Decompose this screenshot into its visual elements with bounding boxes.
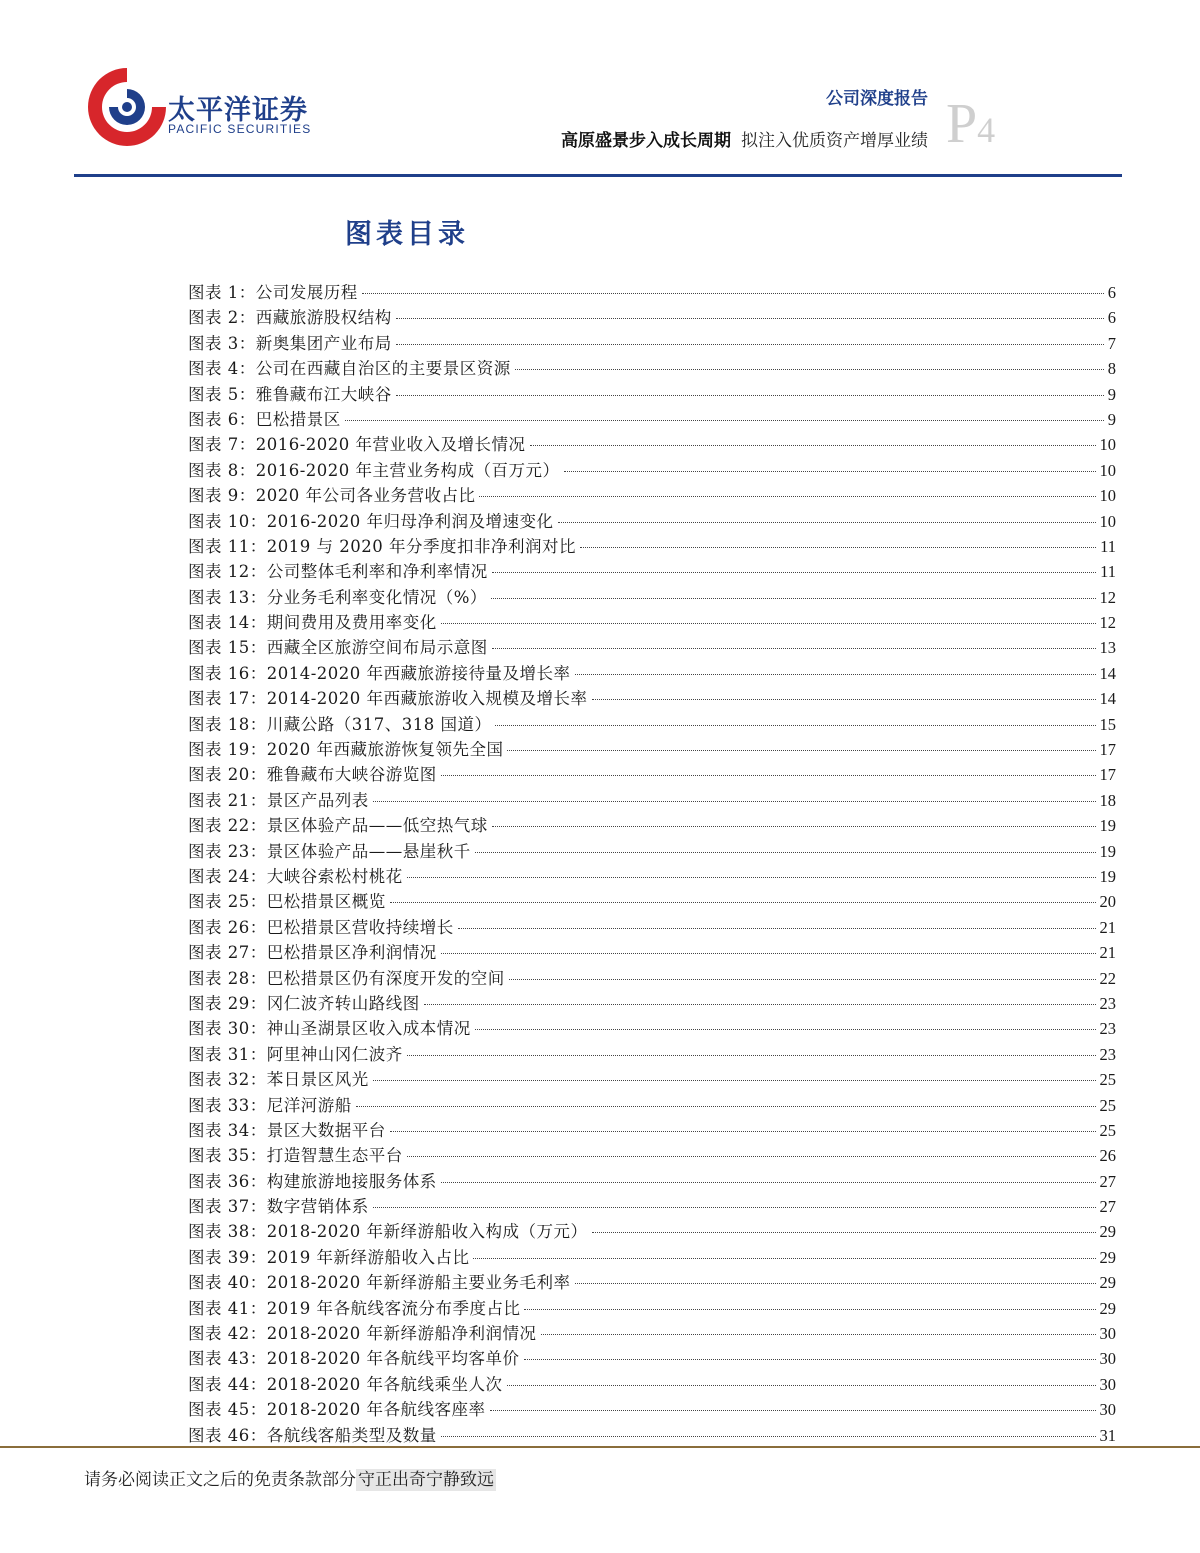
toc-entry-leader — [541, 1334, 1096, 1335]
toc-entry[interactable] — [188, 1245, 1116, 1270]
toc-entry-label: 图表 24：大峡谷索松村桃花 — [188, 866, 403, 886]
toc-entry-label: 图表 5：雅鲁藏布江大峡谷 — [188, 384, 392, 404]
toc-entry-page: 17 — [1099, 765, 1116, 785]
toc-entry-label: 图表 13：分业务毛利率变化情况（%） — [188, 587, 487, 607]
toc-entry-label: 图表 46：各航线客船类型及数量 — [188, 1425, 437, 1445]
toc-entry[interactable] — [188, 788, 1116, 813]
toc-entry-page: 10 — [1099, 435, 1116, 455]
toc-entry-page: 14 — [1099, 663, 1116, 683]
footer-disclaimer: 请务必阅读正文之后的免责条款部分 — [84, 1470, 356, 1490]
toc-entry-page: 19 — [1099, 816, 1116, 836]
toc-entry-label: 图表 35：打造智慧生态平台 — [188, 1146, 403, 1166]
toc-entry-label: 图表 33：尼洋河游船 — [188, 1095, 352, 1115]
toc-entry-label: 图表 15：西藏全区旅游空间布局示意图 — [188, 638, 488, 658]
toc-entry-leader — [524, 1309, 1095, 1310]
toc-entry-label: 图表 27：巴松措景区净利润情况 — [188, 943, 437, 963]
report-title — [561, 126, 928, 151]
toc-entry[interactable] — [188, 356, 1116, 381]
report-type: 公司深度报告 — [826, 89, 928, 109]
page-number-letter: P — [946, 93, 978, 155]
toc-entry-label: 图表 36：构建旅游地接服务体系 — [188, 1171, 437, 1191]
toc-entry-leader — [373, 801, 1096, 802]
toc-entry-page: 13 — [1099, 638, 1116, 658]
toc-entry-leader — [356, 1106, 1096, 1107]
toc-entry-page: 21 — [1099, 917, 1116, 937]
page-number-digit: 4 — [977, 110, 996, 150]
brand-name-cn: 太平洋证券 — [168, 95, 308, 126]
toc-entry[interactable] — [188, 483, 1116, 508]
toc-entry-label: 图表 45：2018-2020 年各航线客座率 — [188, 1400, 486, 1420]
toc-entry-leader — [373, 1207, 1096, 1208]
toc-entry-page: 23 — [1099, 1044, 1116, 1064]
toc-entry-label: 图表 20：雅鲁藏布大峡谷游览图 — [188, 765, 437, 785]
toc-entry[interactable] — [188, 432, 1116, 457]
toc-entry-leader — [441, 1436, 1096, 1437]
toc-entry-page: 11 — [1100, 562, 1116, 582]
toc-entry-page: 23 — [1099, 1019, 1116, 1039]
toc-entry[interactable] — [188, 1372, 1116, 1397]
toc-entry-leader — [507, 1385, 1096, 1386]
toc-entry-label: 图表 37：数字营销体系 — [188, 1197, 369, 1217]
toc-entry-label: 图表 40：2018-2020 年新绎游船主要业务毛利率 — [188, 1273, 571, 1293]
toc-entry-page: 14 — [1099, 689, 1116, 709]
report-title-sub: 拟注入优质资产增厚业绩 — [741, 131, 928, 151]
toc-entry-label: 图表 18：川藏公路（317、318 国道） — [188, 714, 492, 734]
toc-entry-page: 25 — [1099, 1095, 1116, 1115]
toc-entry-label: 图表 8：2016-2020 年主营业务构成（百万元） — [188, 460, 560, 480]
toc-entry[interactable] — [188, 1423, 1116, 1448]
toc-entry[interactable] — [188, 915, 1116, 940]
toc-entry-label: 图表 30：神山圣湖景区收入成本情况 — [188, 1019, 471, 1039]
toc-entry-leader — [575, 674, 1096, 675]
header-divider — [74, 174, 1122, 177]
toc-entry[interactable] — [188, 1346, 1116, 1371]
pacific-securities-logo-icon — [82, 62, 172, 152]
toc-entry-leader — [495, 725, 1095, 726]
toc-entry-leader — [580, 547, 1096, 548]
toc-entry-page: 11 — [1100, 536, 1116, 556]
toc-entry-page: 30 — [1099, 1400, 1116, 1420]
toc-entry-label: 图表 26：巴松措景区营收持续增长 — [188, 917, 454, 937]
toc-entry[interactable] — [188, 534, 1116, 559]
toc-entry[interactable] — [188, 991, 1116, 1016]
footer-divider — [0, 1446, 1200, 1448]
toc-entry-leader — [492, 648, 1096, 649]
toc-entry-label: 图表 12：公司整体毛利率和净利率情况 — [188, 562, 488, 582]
toc-entry-leader — [458, 928, 1096, 929]
toc-entry[interactable] — [188, 839, 1116, 864]
toc-entry-page: 26 — [1099, 1146, 1116, 1166]
toc-entry-label: 图表 23：景区体验产品——悬崖秋千 — [188, 841, 471, 861]
toc-entry-page: 27 — [1099, 1171, 1116, 1191]
toc-entry-label: 图表 1：公司发展历程 — [188, 283, 358, 302]
toc-entry-leader — [524, 1359, 1096, 1360]
toc-entry-page: 29 — [1099, 1273, 1116, 1293]
toc-entry[interactable] — [188, 1169, 1116, 1194]
toc-entry-label: 图表 16：2014-2020 年西藏旅游接待量及增长率 — [188, 663, 571, 683]
toc-entry-page: 12 — [1099, 587, 1116, 607]
toc-entry-leader — [592, 699, 1096, 700]
toc-entry-page: 18 — [1099, 790, 1116, 810]
toc-entry[interactable] — [188, 610, 1116, 635]
toc-entry-page: 31 — [1099, 1425, 1116, 1445]
toc-entry[interactable] — [188, 1093, 1116, 1118]
toc-entry[interactable] — [188, 940, 1116, 965]
toc-entry-leader — [441, 953, 1096, 954]
toc-entry[interactable] — [188, 280, 1116, 305]
toc-entry[interactable] — [188, 331, 1116, 356]
toc-entry-leader — [475, 852, 1096, 853]
toc-entry[interactable] — [188, 382, 1116, 407]
toc-entry-label: 图表 25：巴松措景区概览 — [188, 892, 386, 912]
toc-entry-page: 30 — [1099, 1374, 1116, 1394]
toc-entry[interactable] — [188, 966, 1116, 991]
toc-entry[interactable] — [188, 509, 1116, 534]
toc-entry-page: 17 — [1099, 740, 1116, 760]
toc-entry-leader — [407, 1156, 1096, 1157]
toc-entry-leader — [441, 775, 1096, 776]
toc-entry-leader — [530, 445, 1096, 446]
toc-entry-page: 30 — [1099, 1324, 1116, 1344]
toc-entry[interactable] — [188, 864, 1116, 889]
toc-entry-page: 10 — [1099, 486, 1116, 506]
toc-entry-leader — [592, 1232, 1096, 1233]
toc-entry-label: 图表 2：西藏旅游股权结构 — [188, 308, 392, 328]
toc-entry-label: 图表 38：2018-2020 年新绎游船收入构成（万元） — [188, 1222, 588, 1242]
toc-entry[interactable] — [188, 1016, 1116, 1041]
toc-entry[interactable] — [188, 1397, 1116, 1422]
report-title-main: 高原盛景步入成长周期 — [561, 131, 731, 151]
footer-motto: 守正出奇宁静致远 — [358, 1470, 494, 1490]
toc-entry-leader — [373, 1080, 1096, 1081]
toc-entry-page: 19 — [1099, 866, 1116, 886]
toc-entry-page: 29 — [1099, 1298, 1116, 1318]
toc-entry-page: 8 — [1107, 359, 1116, 379]
toc-entry-leader — [515, 369, 1104, 370]
toc-entry[interactable] — [188, 813, 1116, 838]
toc-entry-leader — [396, 395, 1104, 396]
toc-entry-page: 30 — [1099, 1349, 1116, 1369]
toc-entry-label: 图表 17：2014-2020 年西藏旅游收入规模及增长率 — [188, 689, 588, 709]
toc-entry-page: 29 — [1099, 1222, 1116, 1242]
toc-entry-page: 10 — [1099, 511, 1116, 531]
toc-entry[interactable] — [188, 585, 1116, 610]
toc-entry-page: 12 — [1099, 613, 1116, 633]
toc-entry[interactable] — [188, 712, 1116, 737]
toc-entry[interactable] — [188, 1194, 1116, 1219]
toc-entry-leader — [396, 344, 1104, 345]
toc-entry-label: 图表 4：公司在西藏自治区的主要景区资源 — [188, 359, 511, 379]
toc-entry-leader — [564, 471, 1096, 472]
toc-title: 图表目录 — [345, 219, 469, 250]
toc-entry-label: 图表 44：2018-2020 年各航线乘坐人次 — [188, 1374, 503, 1394]
toc-entry-leader — [396, 318, 1104, 319]
toc-entry-label: 图表 43：2018-2020 年各航线平均客单价 — [188, 1349, 520, 1369]
toc-entry-label: 图表 6：巴松措景区 — [188, 409, 341, 429]
toc-entry[interactable] — [188, 559, 1116, 584]
toc-entry-label: 图表 39：2019 年新绎游船收入占比 — [188, 1247, 470, 1267]
toc-entry[interactable] — [188, 1118, 1116, 1143]
toc-entry-label: 图表 21：景区产品列表 — [188, 790, 369, 810]
toc-entry-page: 9 — [1107, 409, 1116, 429]
toc-entry-label: 图表 22：景区体验产品——低空热气球 — [188, 816, 488, 836]
toc-entry-page: 7 — [1107, 333, 1116, 353]
toc-entry-page: 27 — [1099, 1197, 1116, 1217]
toc-entry[interactable] — [188, 661, 1116, 686]
toc-entry-label: 图表 19：2020 年西藏旅游恢复领先全国 — [188, 740, 504, 760]
toc-entry-leader — [441, 623, 1096, 624]
toc-entry-label: 图表 34：景区大数据平台 — [188, 1120, 386, 1140]
toc-list — [188, 280, 1116, 1448]
toc-entry[interactable] — [188, 1296, 1116, 1321]
toc-entry-page: 23 — [1099, 993, 1116, 1013]
toc-entry-leader — [424, 1004, 1096, 1005]
toc-entry-label: 图表 7：2016-2020 年营业收入及增长情况 — [188, 435, 526, 455]
brand-name-en: PACIFIC SECURITIES — [168, 122, 312, 136]
page-header — [0, 0, 1200, 180]
toc-entry-page: 15 — [1099, 714, 1116, 734]
toc-entry-leader — [492, 826, 1096, 827]
page-number — [946, 94, 995, 160]
toc-entry-page: 25 — [1099, 1070, 1116, 1090]
toc-entry-label: 图表 41：2019 年各航线客流分布季度占比 — [188, 1298, 521, 1318]
toc-entry[interactable] — [188, 1143, 1116, 1168]
toc-entry-leader — [475, 1029, 1096, 1030]
toc-entry-leader — [362, 293, 1104, 294]
toc-entry-label: 图表 29：冈仁波齐转山路线图 — [188, 993, 420, 1013]
toc-entry-leader — [407, 1055, 1096, 1056]
toc-entry-page: 25 — [1099, 1120, 1116, 1140]
toc-entry-label: 图表 31：阿里神山冈仁波齐 — [188, 1044, 403, 1064]
toc-entry[interactable] — [188, 635, 1116, 660]
toc-entry[interactable] — [188, 1270, 1116, 1295]
toc-entry-page: 20 — [1099, 892, 1116, 912]
toc-entry-label: 图表 3：新奥集团产业布局 — [188, 333, 392, 353]
toc-entry-page: 19 — [1099, 841, 1116, 861]
toc-entry[interactable] — [188, 686, 1116, 711]
toc-entry[interactable] — [188, 458, 1116, 483]
toc-entry[interactable] — [188, 889, 1116, 914]
toc-entry-label: 图表 42：2018-2020 年新绎游船净利润情况 — [188, 1324, 537, 1344]
toc-entry-leader — [558, 522, 1096, 523]
toc-entry-leader — [390, 902, 1096, 903]
toc-entry-leader — [390, 1131, 1096, 1132]
toc-entry-leader — [507, 750, 1095, 751]
toc-entry-label: 图表 11：2019 与 2020 年分季度扣非净利润对比 — [188, 536, 576, 556]
toc-entry-page: 29 — [1099, 1247, 1116, 1267]
toc-entry[interactable] — [188, 737, 1116, 762]
toc-entry-page: 22 — [1099, 968, 1116, 988]
toc-entry[interactable] — [188, 1321, 1116, 1346]
toc-entry-page: 6 — [1107, 283, 1116, 302]
toc-entry-leader — [509, 979, 1096, 980]
toc-entry-leader — [490, 1410, 1096, 1411]
toc-entry-leader — [407, 877, 1096, 878]
toc-entry-page: 6 — [1107, 308, 1116, 328]
toc-entry-label: 图表 9：2020 年公司各业务营收占比 — [188, 486, 476, 506]
toc-entry[interactable] — [188, 1042, 1116, 1067]
toc-entry[interactable] — [188, 407, 1116, 432]
toc-entry-label: 图表 28：巴松措景区仍有深度开发的空间 — [188, 968, 505, 988]
toc-entry[interactable] — [188, 762, 1116, 787]
toc-entry[interactable] — [188, 1067, 1116, 1092]
toc-entry-leader — [491, 598, 1096, 599]
toc-entry-page: 21 — [1099, 943, 1116, 963]
toc-entry[interactable] — [188, 1219, 1116, 1244]
toc-entry-leader — [473, 1258, 1095, 1259]
footer — [84, 1465, 496, 1490]
toc-entry-leader — [345, 420, 1104, 421]
toc-entry-label: 图表 14：期间费用及费用率变化 — [188, 613, 437, 633]
toc-entry[interactable] — [188, 305, 1116, 330]
toc-entry-leader — [492, 572, 1096, 573]
toc-entry-label: 图表 32：苯日景区风光 — [188, 1070, 369, 1090]
toc-entry-page: 10 — [1099, 460, 1116, 480]
toc-entry-label: 图表 10：2016-2020 年归母净利润及增速变化 — [188, 511, 554, 531]
toc-entry-leader — [479, 496, 1095, 497]
toc-entry-leader — [575, 1283, 1096, 1284]
toc-entry-leader — [441, 1182, 1096, 1183]
toc-entry-page: 9 — [1107, 384, 1116, 404]
